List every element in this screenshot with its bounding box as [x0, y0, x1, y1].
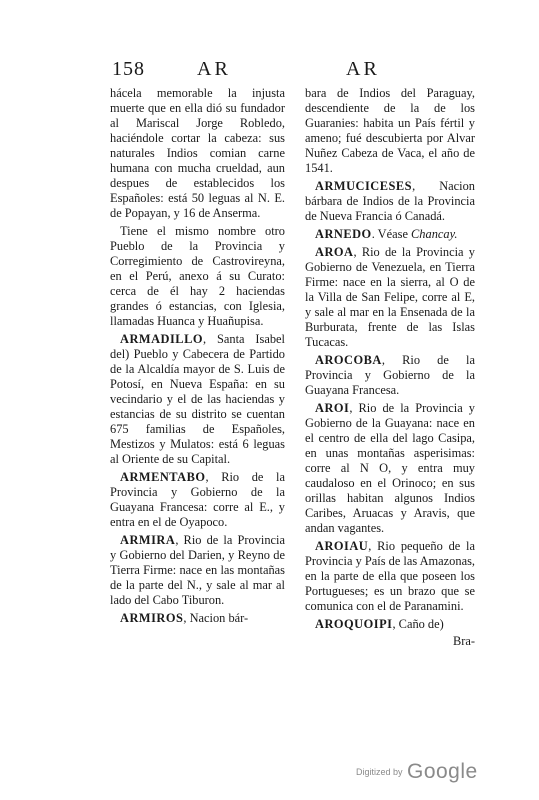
entry-aroi	[305, 401, 475, 536]
entry-paragraph	[110, 224, 285, 329]
entry-text: . Véase	[371, 227, 412, 241]
google-logo: Google	[406, 760, 478, 783]
entry-text: , Rio de la Provincia y Gobierno de la Guayana Francesa: corre al E., y entra en el de Oyapoco.	[110, 470, 285, 529]
watermark-prefix: Digitized by	[356, 767, 403, 777]
entry-arocoba	[305, 353, 475, 398]
running-head-right: AR	[346, 58, 380, 80]
entry-armadillo	[110, 332, 285, 467]
cross-reference: Chancay.	[411, 227, 458, 241]
running-head-left: AR	[197, 58, 231, 80]
entry-text: bara de Indios del Paraguay, descendiente de la de los Guaranies: habita un País fértil y ameno; fué descubierta por Alvar Nuñez Cabeza de Vaca, el año de 1541.	[305, 86, 475, 175]
entry-armiros	[110, 611, 285, 626]
entry-text: , Rio pequeño de la Provincia y País de las Amazonas, en la parte de ella que poseen los Portugueses; es un brazo que se comunica con el de Paranamini.	[305, 539, 475, 613]
entry-continuation	[110, 86, 285, 221]
headword: ARMENTABO	[120, 470, 206, 484]
headword: ARMIRA	[120, 533, 176, 547]
entry-armuciceses	[305, 179, 475, 224]
headword: ARMADILLO	[120, 332, 203, 346]
headword: AROA	[315, 245, 354, 259]
page-number: 158	[112, 58, 145, 80]
entry-text: , Nacion bár-	[183, 611, 249, 625]
entry-text: hácela memorable la injusta muerte que en ella dió su fundador al Mariscal Jorge Robledo, haciéndole cortar la cabeza: sus naturales Indios comian carne humana con mucha crueldad, aun despues de establecidos los Españoles: está 50 leguas al N. E. de Popayan, y 16 de Anserma.	[110, 86, 285, 220]
headword: AROI	[315, 401, 350, 415]
entry-text: , Rio de la Provincia y Gobierno de Venezuela, en Tierra Firme: nace en la sierra, al O de la Villa de San Felipe, corre al E, y sale al mar en la Ensenada de la Burburata, frente de las Islas Tucacas.	[305, 245, 475, 349]
right-column	[305, 86, 475, 649]
entry-aroquoipi	[305, 617, 475, 632]
catchword: Bra-	[452, 634, 475, 648]
page-header	[0, 58, 539, 86]
entry-continuation	[305, 86, 475, 176]
headword: ARNEDO	[315, 227, 372, 241]
entry-text: , Santa Isabel del) Pueblo y Cabecera de Partido de la Alcaldía mayor de S. Luis de Potosí, en Nueva España: en su vecindario y el de las haciendas y estancias de su distrito se cuentan 675 familias de Españoles, Mestizos y Mulatos: está 6 leguas al Oriente de su Capital.	[110, 332, 285, 466]
entry-armira	[110, 533, 285, 608]
entry-text: , Nacion bárbara de Indios de la Provincia de Nueva Francia ó Canadá.	[305, 179, 475, 223]
digitized-watermark	[356, 760, 478, 784]
entry-text: , Rio de la Provincia y Gobierno de la Guayana: nace en el centro de ella del lago Casipa, en unas montañas asperisimas: corre al N O, y entra muy caudaloso en el Orinoco; en sus orillas habitan algunos Indios Caribes, Aruacas y Aravis, que andan vagantes.	[305, 401, 475, 535]
entry-text: Tiene el mismo nombre otro Pueblo de la Provincia y Corregimiento de Castrovireyna, en el Perú, anexo á su Curato: cerca de él hay 2 haciendas grandes ó estancias, con Iglesia, llamadas Huanca y Huañupisa.	[110, 224, 285, 328]
headword: ARMUCICESES	[315, 179, 413, 193]
headword: AROIAU	[315, 539, 369, 553]
entry-text: , Caño de)	[392, 617, 444, 631]
headword: ARMIROS	[120, 611, 184, 625]
entry-arnedo	[305, 227, 475, 242]
left-column	[110, 86, 285, 629]
entry-aroiau	[305, 539, 475, 614]
entry-text: , Rio de la Provincia y Gobierno de la Guayana Francesa.	[305, 353, 475, 397]
entry-aroa	[305, 245, 475, 350]
entry-armentabo	[110, 470, 285, 530]
headword: AROQUOIPI	[315, 617, 393, 631]
headword: AROCOBA	[315, 353, 382, 367]
entry-text: , Rio de la Provincia y Gobierno del Darien, y Reyno de Tierra Firme: nace en las montañas de la parte del N., y sale al mar al lado del Cabo Tiburon.	[110, 533, 285, 607]
